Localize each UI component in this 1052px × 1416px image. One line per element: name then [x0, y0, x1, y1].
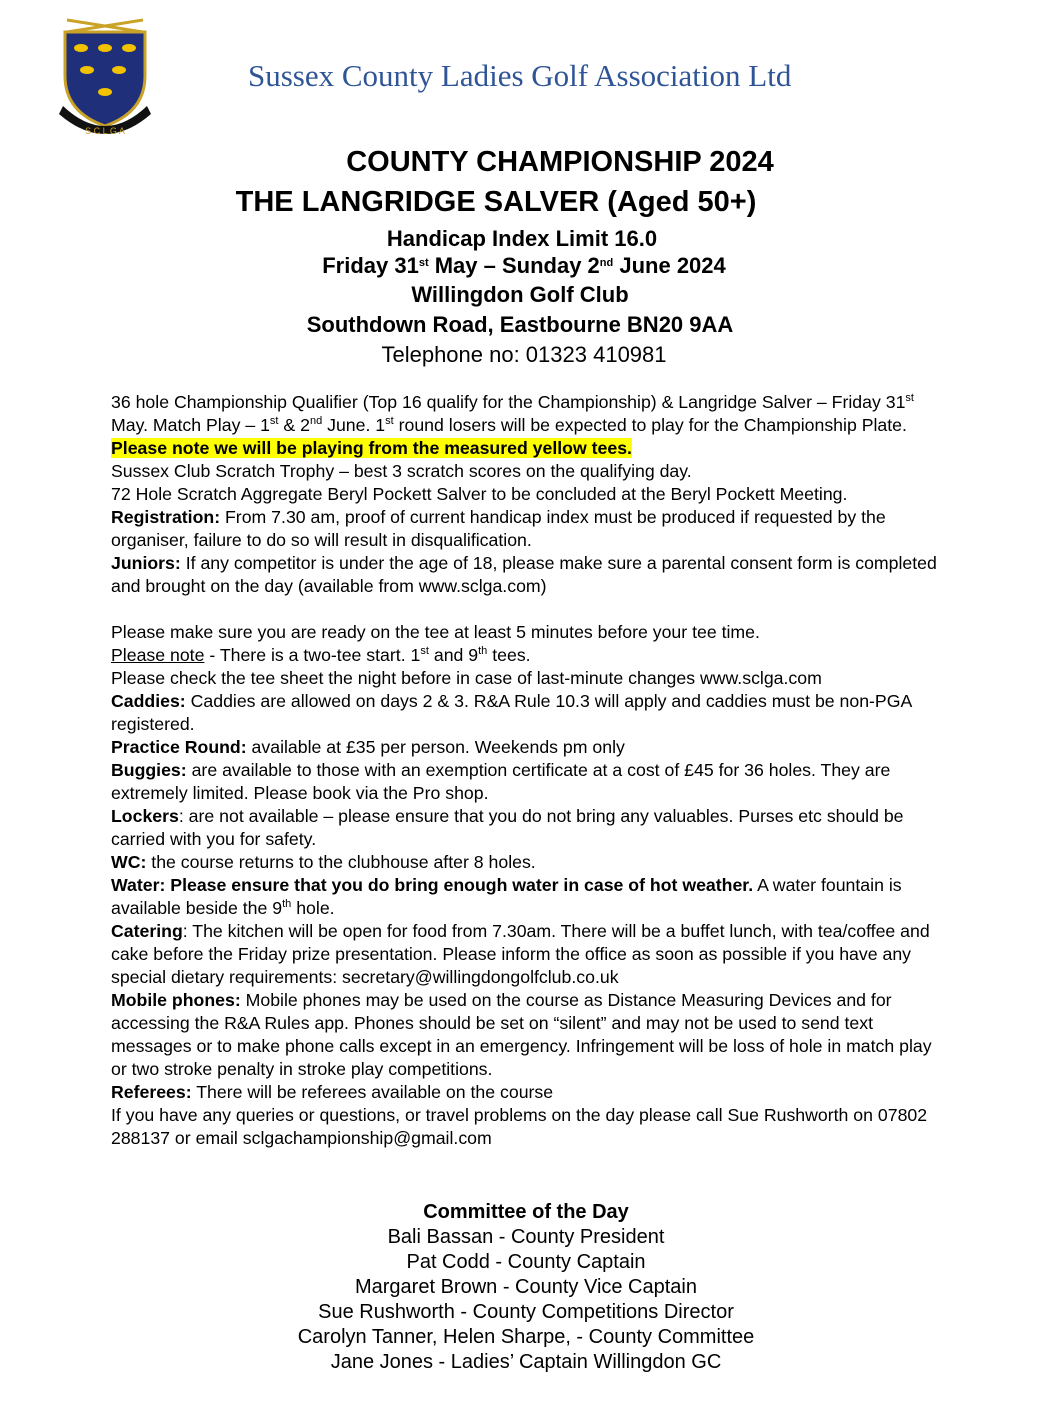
mobile-phones-section: Mobile phones: Mobile phones may be used on the course as Distance Measuring Devices and for accessing the R&A Rules app. Phones should be set on “silent” and may not be used to send text messages or to make phone calls except in an emergency. Infringement will be loss of hole in match play or two stroke penalty in stroke play competitions.: [111, 990, 932, 1079]
venue-address: Southdown Road, Eastbourne BN20 9AA: [306, 312, 734, 337]
committee-member: Jane Jones - Ladies’ Captain Willingdon GC: [330, 1351, 722, 1373]
sclga-crest-logo: [55, 14, 155, 144]
practice-section: Practice Round: available at £35 per person. Weekends pm only: [111, 737, 625, 757]
committee-member: Pat Codd - County Captain: [406, 1251, 646, 1273]
venue-telephone: Telephone no: 01323 410981: [381, 342, 667, 367]
catering-section: Catering: The kitchen will be open for food from 7.30am. There will be a buffet lunch, with tea/coffee and cake before the Friday prize presentation. Please inform the office as soon as possible if you have any special dietary requirements: secretary@willingdongolfclub.co.uk: [111, 921, 930, 987]
water-section: Water: Please ensure that you do bring enough water in case of hot weather. A water fountain is available beside the 9th hole.: [111, 875, 902, 918]
committee-member: Carolyn Tanner, Helen Sharpe, - County Committee: [297, 1326, 755, 1348]
title-line-1: COUNTY CHAMPIONSHIP 2024: [346, 146, 774, 178]
lockers-section: Lockers: are not available – please ensure that you do not bring any valuables. Purses etc should be carried with you for safety.: [111, 806, 904, 849]
juniors-section: Juniors: If any competitor is under the age of 18, please make sure a parental consent form is completed and brought on the day (available from www.sclga.com): [111, 553, 937, 596]
event-details: [111, 391, 951, 1150]
wc-section: WC: the course returns to the clubhouse after 8 holes.: [111, 852, 536, 872]
title-line-2: THE LANGRIDGE SALVER (Aged 50+): [235, 186, 757, 218]
crest-letters: S C L G A: [85, 126, 125, 136]
intro-paragraph: 36 hole Championship Qualifier (Top 16 qualify for the Championship) & Langridge Salver – Friday 31st May. Match Play – 1st & 2nd June. 1st round losers will be expected to play for the Championship Plate. Please note we will be playing from the measured yellow tees.: [111, 392, 914, 458]
queries-contact: If you have any queries or questions, or travel problems on the day please call Sue Rushworth on 07802 288137 or email sclgachampionship@gmail.com: [111, 1105, 928, 1148]
two-tee-note: Please note - There is a two-tee start. 1st and 9th tees.: [111, 645, 531, 665]
aggregate-salver: 72 Hole Scratch Aggregate Beryl Pockett Salver to be concluded at the Beryl Pockett Meeting.: [111, 484, 848, 504]
venue-name: Willingdon Golf Club: [411, 282, 629, 307]
tee-ready: Please make sure you are ready on the tee at least 5 minutes before your tee time.: [111, 622, 760, 642]
organisation-name: Sussex County Ladies Golf Association Ltd: [248, 58, 792, 93]
committee-member: Sue Rushworth - County Competitions Director: [318, 1301, 734, 1323]
committee-of-the-day: [0, 1200, 1052, 1375]
committee-member: Margaret Brown - County Vice Captain: [354, 1276, 697, 1298]
committee-heading: Committee of the Day: [423, 1201, 629, 1223]
scratch-trophy: Sussex Club Scratch Trophy – best 3 scratch scores on the qualifying day.: [111, 461, 692, 481]
registration-section: Registration: From 7.30 am, proof of current handicap index must be produced if requested by the organiser, failure to do so will result in disqualification.: [111, 507, 886, 550]
committee-member: Bali Bassan - County President: [387, 1226, 665, 1248]
yellow-tees-highlight: Please note we will be playing from the measured yellow tees.: [111, 438, 632, 458]
buggies-section: Buggies: are available to those with an exemption certificate at a cost of £45 for 36 holes. They are extremely limited. Please book via the Pro shop.: [111, 760, 891, 803]
handicap-limit: Handicap Index Limit 16.0: [386, 226, 658, 251]
tee-sheet-check: Please check the tee sheet the night before in case of last-minute changes www.sclga.com: [111, 668, 822, 688]
event-dates: Friday 31st May – Sunday 2nd June 2024: [322, 253, 726, 278]
caddies-section: Caddies: Caddies are allowed on days 2 & 3. R&A Rule 10.3 will apply and caddies must be non-PGA registered.: [111, 691, 912, 734]
referees-section: Referees: There will be referees available on the course: [111, 1082, 554, 1102]
